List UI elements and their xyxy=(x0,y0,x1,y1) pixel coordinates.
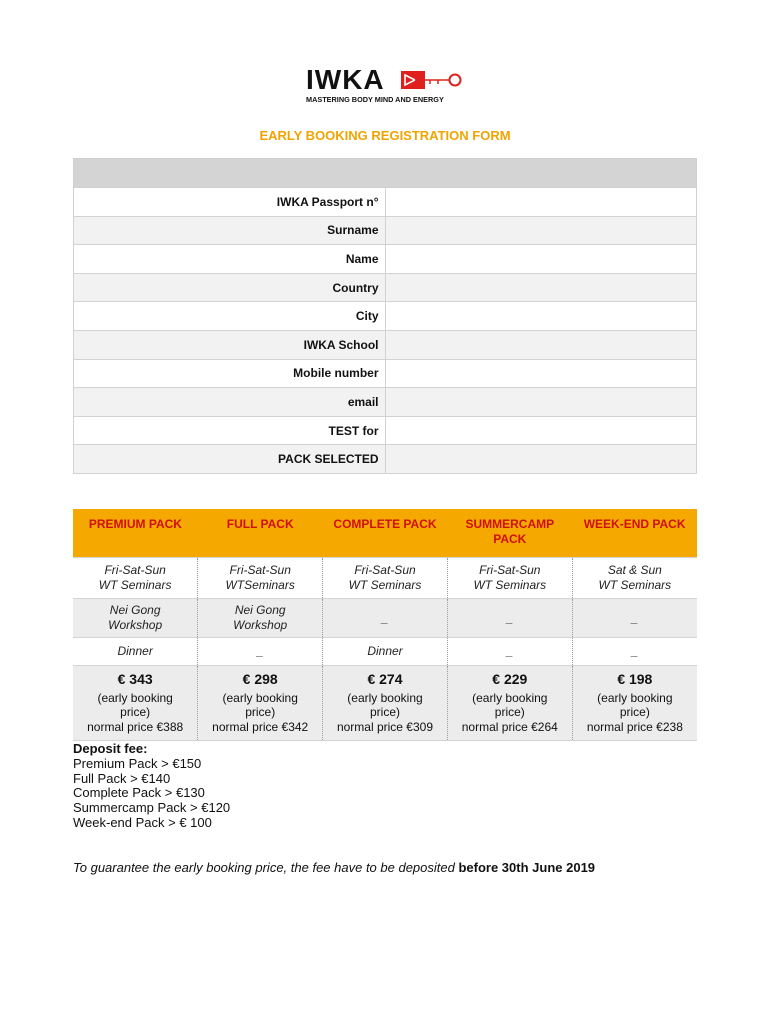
note-deadline: before 30th June 2019 xyxy=(458,860,596,875)
pack-header: COMPLETE PACK xyxy=(323,509,448,558)
workshop-row xyxy=(73,599,697,638)
pack-cell: Fri-Sat-Sun WT Seminars xyxy=(73,558,198,599)
packs-table xyxy=(73,509,697,741)
price-cell: € 298 (early booking price) normal price €342 xyxy=(198,666,323,741)
price-cell: € 343 (early booking price) normal price €388 xyxy=(73,666,198,741)
note-text: To guarantee the early booking price, the fee have to be deposited xyxy=(73,860,459,875)
pack-cell: _ xyxy=(447,638,572,666)
logo-tagline: MASTERING BODY MIND AND ENERGY xyxy=(306,95,444,104)
field-label: City xyxy=(74,302,386,331)
name-input[interactable] xyxy=(385,245,697,274)
deposit-line: Complete Pack > €130 xyxy=(73,785,205,801)
field-row xyxy=(74,330,697,359)
field-label: TEST for xyxy=(74,416,386,445)
mobile-input[interactable] xyxy=(385,359,697,388)
price-cell: € 198 (early booking price) normal price €238 xyxy=(572,666,697,741)
key-icon xyxy=(400,70,464,92)
logo-word: IWKA xyxy=(306,64,385,95)
deposit-line: Premium Pack > €150 xyxy=(73,755,202,771)
field-label: email xyxy=(74,388,386,417)
pack-cell: Fri-Sat-Sun WT Seminars xyxy=(323,558,448,599)
field-label: IWKA Passport n° xyxy=(74,188,386,217)
pack-header: PREMIUM PACK xyxy=(73,509,198,558)
form-title: EARLY BOOKING REGISTRATION FORM xyxy=(259,128,511,143)
pack-cell: Dinner xyxy=(73,638,198,666)
field-label: Mobile number xyxy=(74,359,386,388)
iwka-logo xyxy=(306,66,466,106)
pack-cell: _ xyxy=(572,599,697,638)
deposit-title: Deposit fee: xyxy=(73,741,148,756)
deposit-section xyxy=(73,742,230,831)
field-row xyxy=(74,359,697,388)
field-label: IWKA School xyxy=(74,330,386,359)
passport-input[interactable] xyxy=(385,188,697,217)
city-input[interactable] xyxy=(385,302,697,331)
field-row xyxy=(74,302,697,331)
field-row xyxy=(74,216,697,245)
country-input[interactable] xyxy=(385,273,697,302)
pack-cell: Fri-Sat-Sun WT Seminars xyxy=(447,558,572,599)
pack-header: FULL PACK xyxy=(198,509,323,558)
field-label: Country xyxy=(74,273,386,302)
pack-cell: Nei Gong Workshop xyxy=(73,599,198,638)
field-row xyxy=(74,188,697,217)
pack-cell: Nei Gong Workshop xyxy=(198,599,323,638)
deposit-line: Full Pack > €140 xyxy=(73,770,171,786)
pack-cell: Fri-Sat-Sun WTSeminars xyxy=(198,558,323,599)
deadline-note xyxy=(73,860,595,875)
pack-cell: _ xyxy=(447,599,572,638)
pack-cell: _ xyxy=(323,599,448,638)
field-row xyxy=(74,388,697,417)
price-cell: € 274 (early booking price) normal price €309 xyxy=(323,666,448,741)
packs-header-row xyxy=(73,509,697,558)
school-input[interactable] xyxy=(385,330,697,359)
pack-cell: Sat & Sun WT Seminars xyxy=(572,558,697,599)
pack-cell: Dinner xyxy=(323,638,448,666)
field-label: PACK SELECTED xyxy=(74,445,386,474)
registration-header xyxy=(74,159,697,188)
surname-input[interactable] xyxy=(385,216,697,245)
email-input[interactable] xyxy=(385,388,697,417)
pack-selected-input[interactable] xyxy=(385,445,697,474)
price-cell: € 229 (early booking price) normal price €264 xyxy=(447,666,572,741)
field-label: Surname xyxy=(74,216,386,245)
test-for-input[interactable] xyxy=(385,416,697,445)
dinner-row xyxy=(73,638,697,666)
field-row xyxy=(74,273,697,302)
field-row xyxy=(74,445,697,474)
price-row xyxy=(73,666,697,741)
pack-cell: _ xyxy=(198,638,323,666)
deposit-line: Summercamp Pack > €120 xyxy=(73,800,231,816)
field-row xyxy=(74,245,697,274)
field-label: Name xyxy=(74,245,386,274)
deposit-line: Week-end Pack > € 100 xyxy=(73,814,212,830)
pack-header: SUMMERCAMP PACK xyxy=(447,509,572,558)
pack-header: WEEK-END PACK xyxy=(572,509,697,558)
seminars-row xyxy=(73,558,697,599)
registration-header-row xyxy=(74,159,697,188)
pack-cell: _ xyxy=(572,638,697,666)
registration-table xyxy=(73,158,697,474)
field-row xyxy=(74,416,697,445)
